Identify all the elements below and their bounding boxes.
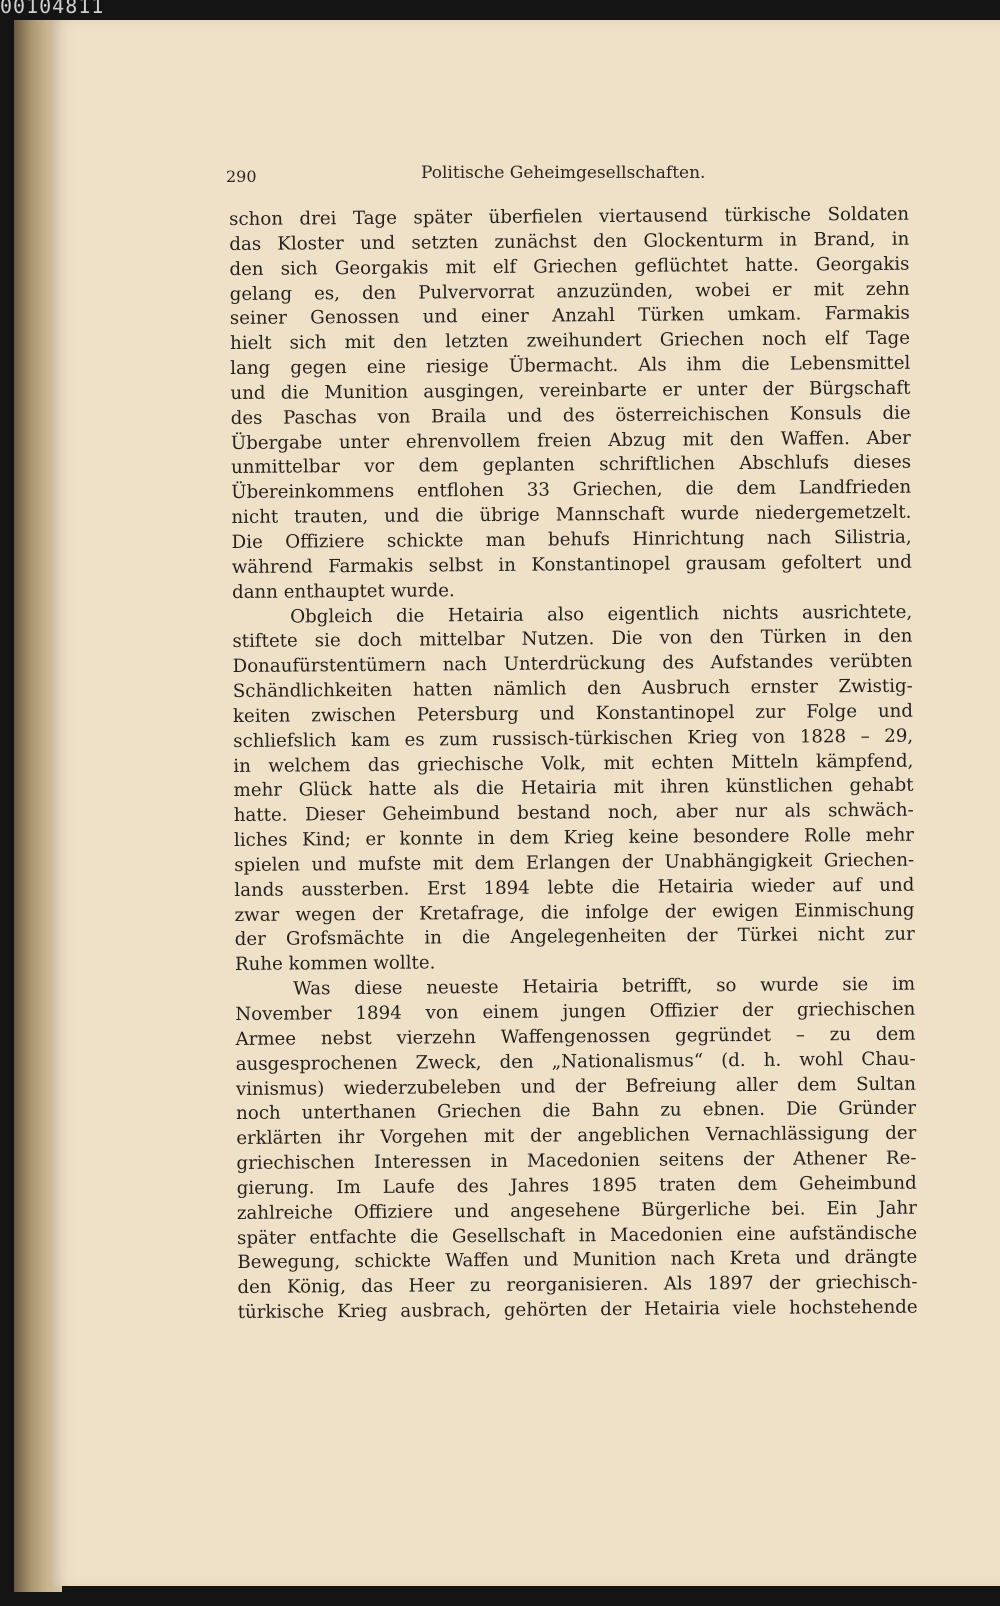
- text-line: stiftete sie doch mittelbar Nutzen. Die von den Türken in den: [232, 625, 913, 653]
- text-line: den König, das Heer zu reorganisieren. Als 1897 der griechisch-: [237, 1271, 918, 1299]
- text-line: hielt sich mit den letzten zweihundert Griechen noch elf Tage: [229, 327, 911, 355]
- running-head: [226, 163, 916, 191]
- text-line: gierung. Im Laufe des Jahres 1895 traten dem Geheimbund: [236, 1172, 917, 1199]
- text-line: der Grofsmächte in die Angelegenheiten der Türkei nicht zur: [234, 924, 915, 951]
- text-line: hatte. Dieser Geheimbund bestand noch, aber nur als schwäch-: [233, 799, 914, 827]
- text-line: später entfachte die Gesellschaft in Macedonien eine aufständische: [237, 1222, 918, 1249]
- text-line: und die Munition ausgingen, vereinbarte er unter der Bürgschaft: [230, 377, 911, 404]
- text-line: liches Kind; er konnte in dem Krieg keine besondere Rolle mehr: [233, 824, 915, 852]
- text-line: gelang es, den Pulvervorrat anzuzünden, wobei er mit zehn: [229, 278, 910, 305]
- text-line: unmittelbar vor dem geplanten schriftlichen Abschlufs dieses: [230, 452, 912, 479]
- text-line: Was diese neueste Hetairia betrifft, so wurde sie im: [293, 973, 916, 1000]
- text-line: Obgleich die Hetairia also eigentlich nichts ausrichtete,: [290, 601, 913, 628]
- text-line: Armee nebst vierzehn Waffengenossen gegründet – zu dem: [235, 1023, 916, 1050]
- text-line: schliefslich kam es zum russisch-türkischen Krieg von 1828 – 29,: [233, 725, 914, 752]
- text-line: Übergabe unter ehrenvollem freien Abzug mit den Waffen. Aber: [230, 427, 911, 454]
- text-line: Donaufürstentümern nach Unterdrückung des Aufstandes verübten: [232, 650, 913, 678]
- text-line: den sich Georgakis mit elf Griechen geflüchtet hatte. Georgakis: [229, 253, 910, 280]
- text-line: das Kloster und setzten zunächst den Glockenturm in Brand, in: [229, 228, 910, 255]
- text-line: des Paschas von Braila und des österreichischen Konsuls die: [230, 402, 911, 429]
- archive-id: 00104811: [0, 0, 105, 18]
- text-line: ausgesprochenen Zweck, den „Nationalismus“ (d. h. wohl Chau-: [235, 1048, 916, 1075]
- text-line: Schändlichkeiten hatten nämlich den Ausbruch ernster Zwistig-: [232, 675, 913, 703]
- text-line: erklärten ihr Vorgehen mit der angeblichen Vernachlässigung der: [236, 1122, 917, 1150]
- text-line: nicht trauten, und die übrige Mannschaft wurde niedergemetzelt.: [231, 501, 912, 529]
- text-line: Übereinkommens entflohen 33 Griechen, die dem Landfrieden: [231, 476, 912, 504]
- text-line: noch unterthanen Griechen die Bahn zu ebnen. Die Gründer: [236, 1098, 917, 1125]
- text-line: Bewegung, schickte Waffen und Munition nach Kreta und drängte: [237, 1247, 918, 1274]
- text-line: griechischen Interessen in Macedonien seitens der Athener Re-: [236, 1147, 917, 1175]
- text-line: vinismus) wiederzubeleben und der Befreiung aller dem Sultan: [235, 1073, 916, 1100]
- page-number: 290: [226, 167, 257, 186]
- text-line: seiner Genossen und einer Anzahl Türken umkam. Farmakis: [229, 303, 910, 330]
- text-line: Die Offiziere schickte man behufs Hinrichtung nach Silistria,: [231, 526, 912, 553]
- text-line: zwar wegen der Kretafrage, die infolge der ewigen Einmischung: [234, 899, 915, 926]
- text-line: spielen und mufste mit dem Erlangen der Unabhängigkeit Griechen-: [234, 849, 915, 876]
- text-line: lands aussterben. Erst 1894 lebte die Hetairia wieder auf und: [234, 874, 915, 901]
- text-line: dann enthauptet wurde.: [231, 579, 455, 603]
- text-line: zahlreiche Offiziere und angesehene Bürgerliche bei. Ein Jahr: [236, 1197, 917, 1224]
- text-line: lang gegen eine riesige Übermacht. Als ihm die Lebensmittel: [230, 352, 911, 380]
- text-line: Ruhe kommen wollte.: [234, 952, 436, 976]
- running-title: Politische Geheimgesellschaften.: [421, 163, 706, 183]
- text-line: in welchem das griechische Volk, mit echten Mitteln kämpfend,: [233, 750, 914, 777]
- text-line: schon drei Tage später überfielen viertausend türkische Soldaten: [229, 203, 910, 230]
- body-text: [229, 203, 918, 1326]
- text-line: keiten zwischen Petersburg und Konstantinopel zur Folge und: [232, 700, 914, 727]
- text-line: während Farmakis selbst in Konstantinopel grausam gefoltert und: [231, 551, 912, 578]
- text-line: türkische Krieg ausbrach, gehörten der Hetairia viele hochstehende: [237, 1296, 918, 1324]
- text-line: mehr Glück hatte als die Hetairia mit ihren künstlichen gehabt: [233, 775, 914, 802]
- text-line: November 1894 von einem jungen Offizier der griechischen: [235, 998, 916, 1025]
